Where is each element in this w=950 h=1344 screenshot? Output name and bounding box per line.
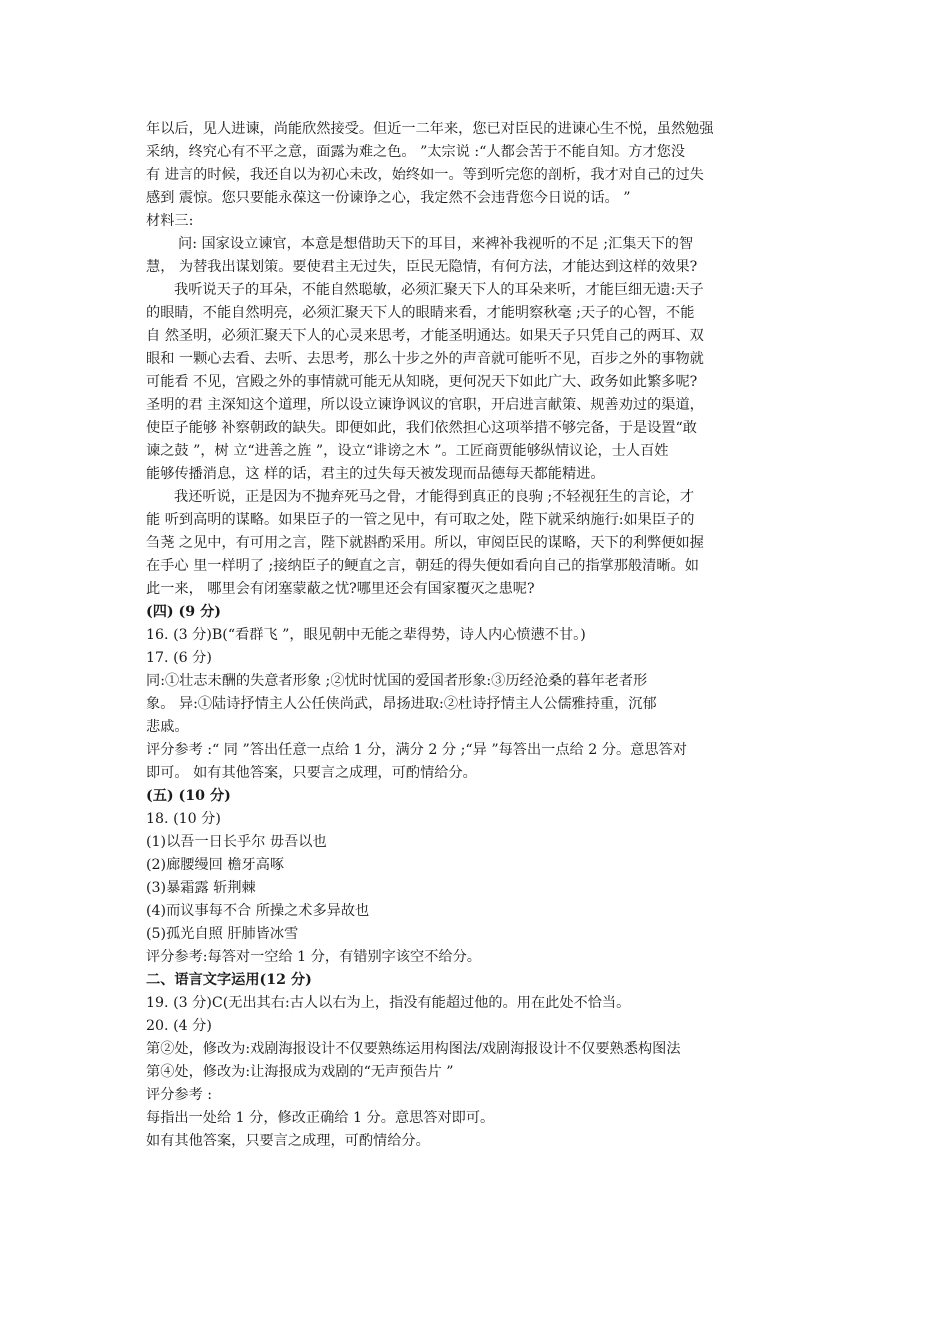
text-line: 使臣子能够 补察朝政的缺失。即便如此，我们依然担心这项举措不够完备，于是设置“敢 (146, 420, 697, 436)
text-line: 此一来， 哪里会有闭塞蒙蔽之忧?哪里还会有国家覆灭之患呢? (146, 581, 535, 597)
text-line: 悲戚。 (146, 719, 189, 735)
text-line: 评分参考:每答对一空给 1 分，有错别字该空不给分。 (146, 949, 481, 965)
text-line: 第④处，修改为:让海报成为戏剧的“无声预告片 ” (146, 1064, 454, 1080)
text-line: (2)廊腰缦回 檐牙高啄 (146, 857, 285, 873)
text-line: (1)以吾一日长乎尔 毋吾以也 (146, 834, 327, 850)
text-line: 慧， 为替我出谋划策。要使君主无过失，臣民无隐情，有何方法，才能达到这样的效果? (146, 259, 698, 275)
text-line: 如有其他答案，只要言之成理，可酌情给分。 (146, 1133, 430, 1149)
text-line: 同:①壮志未酬的失意者形象 ;②忧时忧国的爱国者形象:③历经沧桑的暮年老者形 (146, 673, 648, 689)
text-line: 眼和 一颗心去看、去听、去思考，那么十步之外的声音就可能听不见，百步之外的事物就 (146, 351, 704, 367)
text-line: 能够传播消息，这 样的话，君主的过失每天被发现而品德每天都能精进。 (146, 466, 605, 482)
text-line: 17. (6 分) (146, 650, 212, 666)
text-line: (3)暴霜露 斩荆棘 (146, 880, 256, 896)
section-heading: (四) (9 分) (146, 604, 221, 620)
text-line: 采纳，终究心有不平之意，面露为难之色。 ”太宗说 :“人都会苦于不能自知。方才您没 (146, 144, 686, 160)
text-line: 可能看 不见，宫殿之外的事情就可能无从知晓，更何况天下如此广大、政务如此繁多呢? (146, 374, 698, 390)
text-line: 我还听说，正是因为不抛弃死马之骨，才能得到真正的良驹 ;不轻视狂生的言论，才 (174, 489, 695, 505)
section-heading: (五) (10 分) (146, 788, 231, 804)
text-line: 19. (3 分)C(无出其右:古人以右为上，指没有能超过他的。用在此处不恰当。 (146, 995, 631, 1011)
text-line: 自 然圣明，必须汇聚天下人的心灵来思考，才能圣明通达。如果天子只凭自己的两耳、双 (146, 328, 704, 344)
text-line: 刍荛 之见中，有可用之言，陛下就斟酌采用。所以，审阅臣民的谋略，天下的利弊便如握 (146, 535, 704, 551)
text-line: (4)而议事每不合 所操之术多异故也 (146, 903, 370, 919)
text-line: 我听说天子的耳朵，不能自然聪敏，必须汇聚天下人的耳朵来听，才能巨细无遗:天子 (174, 282, 704, 298)
text-line: 每指出一处给 1 分，修改正确给 1 分。意思答对即可。 (146, 1110, 495, 1126)
text-line: 谏之鼓 ”，树 立“进善之旌 ”，设立“诽谤之木 ”。工匠商贾能够纵情议论，士人百姓 (146, 443, 669, 459)
section-heading: 材料三: (146, 213, 194, 229)
text-line: 在手心 里一样明了 ;接纳臣子的鲠直之言，朝廷的得失便如看向自己的指掌那般清晰。如 (146, 558, 699, 574)
text-line: 第②处，修改为:戏剧海报设计不仅要熟练运用构图法/戏剧海报设计不仅要熟悉构图法 (146, 1041, 681, 1057)
text-line: (5)孤光自照 肝肺皆冰雪 (146, 926, 299, 942)
text-line: 有 进言的时候，我还自以为初心未改，始终如一。等到听完您的剖析，我才对自己的过失 (146, 167, 704, 183)
text-line: 象。 异:①陆诗抒情主人公任侠尚武，昂扬进取:②杜诗抒情主人公儒雅持重，沉郁 (146, 696, 657, 712)
text-line: 即可。 如有其他答案，只要言之成理，可酌情给分。 (146, 765, 477, 781)
text-line: 圣明的君 主深知这个道理，所以设立谏诤讽议的官职，开启进言献策、规善劝过的渠道， (146, 397, 704, 413)
text-line: 年以后，见人进谏，尚能欣然接受。但近一二年来，您已对臣民的进谏心生不悦，虽然勉强 (146, 121, 714, 137)
text-line: 问: 国家设立谏官，本意是想借助天下的耳目，来裨补我视听的不足 ;汇集天下的智 (178, 236, 694, 252)
text-line: 18. (10 分) (146, 811, 221, 827)
text-line: 16. (3 分)B(“看群飞 ”，眼见朝中无能之辈得势，诗人内心愤懑不甘。) (146, 627, 586, 643)
text-line: 的眼睛，不能自然明亮，必须汇聚天下人的眼睛来看，才能明察秋毫 ;天子的心智，不能 (146, 305, 695, 321)
document-page (146, 118, 812, 1153)
text-line: 20. (4 分) (146, 1018, 212, 1034)
section-heading: 二、语言文字运用(12 分) (146, 972, 312, 988)
text-line: 感到 震惊。您只要能永葆这一份谏诤之心，我定然不会违背您今日说的话。 ” (146, 190, 631, 206)
text-line: 评分参考 : (146, 1087, 213, 1103)
text-line: 能 听到高明的谋略。如果臣子的一管之见中，有可取之处，陛下就采纳施行:如果臣子的 (146, 512, 695, 528)
text-line: 评分参考 :“ 同 ”答出任意一点给 1 分，满分 2 分 ;“异 ”每答出一点给 2 分。意思答对 (146, 742, 687, 758)
